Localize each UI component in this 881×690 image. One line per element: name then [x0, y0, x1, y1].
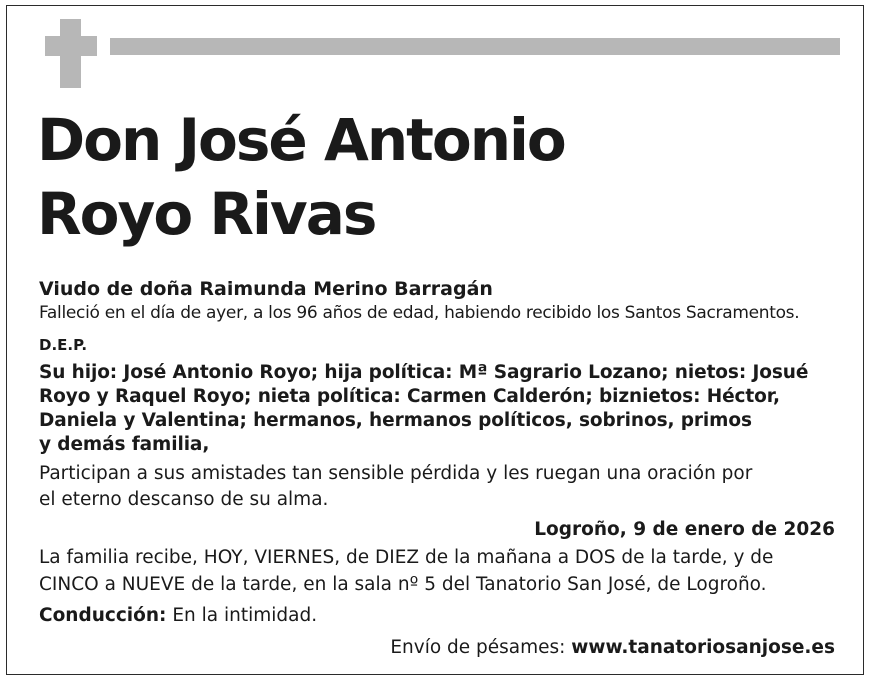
family-line: y demás familia, — [39, 434, 210, 455]
conduction-value: En la intimidad. — [166, 605, 318, 626]
widow-of: Viudo de doña Raimunda Merino Barragán — [39, 278, 493, 300]
header-rule — [110, 38, 840, 55]
deceased-name — [37, 103, 565, 251]
conduction-label: Conducción: — [39, 605, 167, 626]
family-line: Daniela y Valentina; hermanos, hermanos políticos, sobrinos, primos — [39, 410, 752, 431]
deceased-name-line-2: Royo Rivas — [37, 180, 376, 248]
deceased-name-line-1: Don José Antonio — [37, 106, 565, 174]
family-list — [39, 361, 835, 457]
condolence-label: Envío de pésames: — [390, 637, 572, 658]
visitation-line: La familia recibe, HOY, VIERNES, de DIEZ de la mañana a DOS de la tarde, y de — [39, 547, 774, 568]
visitation-line: CINCO a NUEVE de la tarde, en la sala nº 5 del Tanatorio San José, de Logroño. — [39, 574, 767, 595]
cross-icon-horizontal — [45, 36, 97, 56]
family-line: Su hijo: José Antonio Royo; hija política: Mª Sagrario Lozano; nietos: Josué — [39, 362, 809, 383]
place-date: Logroño, 9 de enero de 2026 — [534, 519, 835, 540]
announcement-line: Participan a sus amistades tan sensible pérdida y les ruegan una oración por — [39, 463, 753, 484]
condolence-url-link[interactable]: www.tanatoriosanjose.es — [571, 637, 835, 658]
announcement — [39, 461, 835, 513]
rip-label: D.E.P. — [39, 336, 88, 354]
condolence-info — [39, 633, 835, 663]
death-notice: Falleció en el día de ayer, a los 96 años de edad, habiendo recibido los Santos Sacramentos. — [39, 303, 800, 323]
visitation-info — [39, 544, 835, 598]
announcement-line: el eterno descanso de su alma. — [39, 489, 329, 510]
conduction-info — [39, 601, 835, 631]
family-line: Royo y Raquel Royo; nieta política: Carmen Calderón; biznietos: Héctor, — [39, 386, 780, 407]
obituary-body — [39, 276, 835, 663]
